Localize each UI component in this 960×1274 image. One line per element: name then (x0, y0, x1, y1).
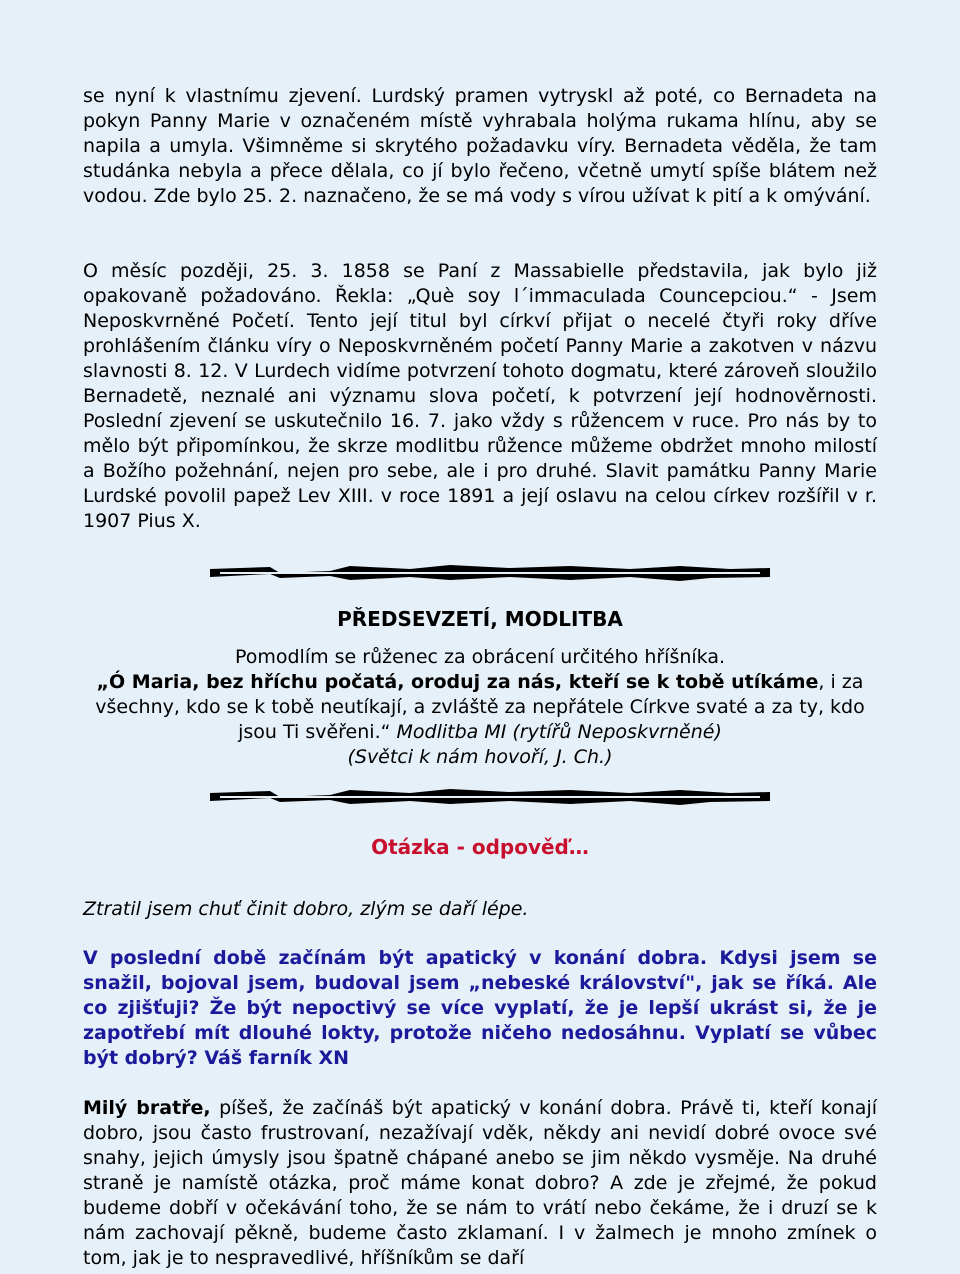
prayer (83, 670, 877, 745)
resolution-line: Pomodlím se růženec za obrácení určitého hříšníka. (234, 646, 726, 668)
qa-question: Ztratil jsem chuť činit dobro, zlým se daří lépe. (83, 898, 529, 920)
qa-heading: Otázka - odpověď… (371, 835, 589, 859)
intro-paragraph-1: se nyní k vlastnímu zjevení. Lurdský pramen vytryskl až poté, co Bernadeta na pokyn Panny Marie v označeném místě vyhrabala holýma rukama hlínu, aby se napila a umyla. Všimněme si skrytého požadavku víry. Bernadeta věděla, že tam studánka nebyla a přece dělala, co jí bylo řečeno, včetně umytí spíše blátem než vodou. Zde bylo 25. 2. naznačeno, že se má vody s vírou užívat k pití a k omývání. (83, 85, 877, 207)
qa-letter: V poslední době začínám být apatický v konání dobra. Kdysi jsem se snažil, bojoval jsem, budoval jsem „nebeské království", jak se říká. Ale co zjišťuji? Že být nepoctivý se více vyplatí, že je lepší ukrást si, že je zapotřebí mít dlouhé lokty, protože ničeho nedosáhnu. Vyplatí se vůbec být dobrý? Váš farník XN (83, 947, 877, 1069)
ornamental-divider-bottom (210, 787, 770, 807)
prayer-source: Modlitba MI (rytířů Neposkvrněné) (396, 721, 722, 743)
prayer-bold: „Ó Maria, bez hříchu počatá, oroduj za nás, kteří se k tobě utíkáme (96, 671, 819, 693)
prayer-source-line: (Světci k nám hovoří, J. Ch.) (347, 746, 613, 768)
prayer-rest: , i za všechny, kdo se k tobě neutíkají, a zvláště za nepřátele Církve svaté a za ty, kdo jsou Ti svěřeni.“ (95, 671, 865, 743)
answer-lead: Milý bratře, (83, 1097, 211, 1119)
answer-text: píšeš, že začínáš být apatický v konání dobra. Právě ti, kteří konají dobro, jsou často frustrovaní, nezažívají vděk, někdy ani nevidí dobré ovoce své snahy, jejich úmysly jsou špatně chápané anebo se jim někdo vysměje. Na druhé straně je namístě otázka, proč máme konat dobro? A zde je zřejmé, že pokud budeme dobří v očekávání toho, že se nám to vrátí nebo čekáme, že i druzí se k nám zachovají pěkně, budeme často zklamaní. I v žalmech je mnoho zmínek o tom, jak je to nespravedlivé, hříšníkům se daří (83, 1097, 878, 1269)
ornamental-divider-top (210, 563, 770, 583)
intro-paragraph-2: O měsíc později, 25. 3. 1858 se Paní z Massabielle představila, jak bylo již opakovaně požadováno. Řekla: „Què soy l´immaculada Councepciou.“ - Jsem Neposkvrněné Početí. Tento její titul byl církví přijat o necelé čtyři roky dříve prohlášením článku víry o Neposkvrněném početí Panny Marie a zakotven v názvu slavnosti 8. 12. V Lurdech vidíme potvrzení tohoto dogmatu, které zároveň sloužilo Bernadetě, neznalé ani významu slova početí, k potvrzení její hodnověrnosti. Poslední zjevení se uskutečnilo 16. 7. jako vždy s růžencem v ruce. Pro nás by to mělo být připomínkou, že skrze modlitbu růžence můžeme obdržet mnoho milostí a Božího požehnání, nejen pro sebe, ale i pro druhé. Slavit památku Panny Marie Lurdské povolil papež Lev XIII. v roce 1891 a její oslavu na celou církev rozšířil v r. 1907 Pius X. (83, 260, 877, 532)
qa-answer (83, 1096, 877, 1271)
resolution-heading: PŘEDSEVZETÍ, MODLITBA (337, 607, 623, 631)
resolution-text (83, 645, 877, 770)
